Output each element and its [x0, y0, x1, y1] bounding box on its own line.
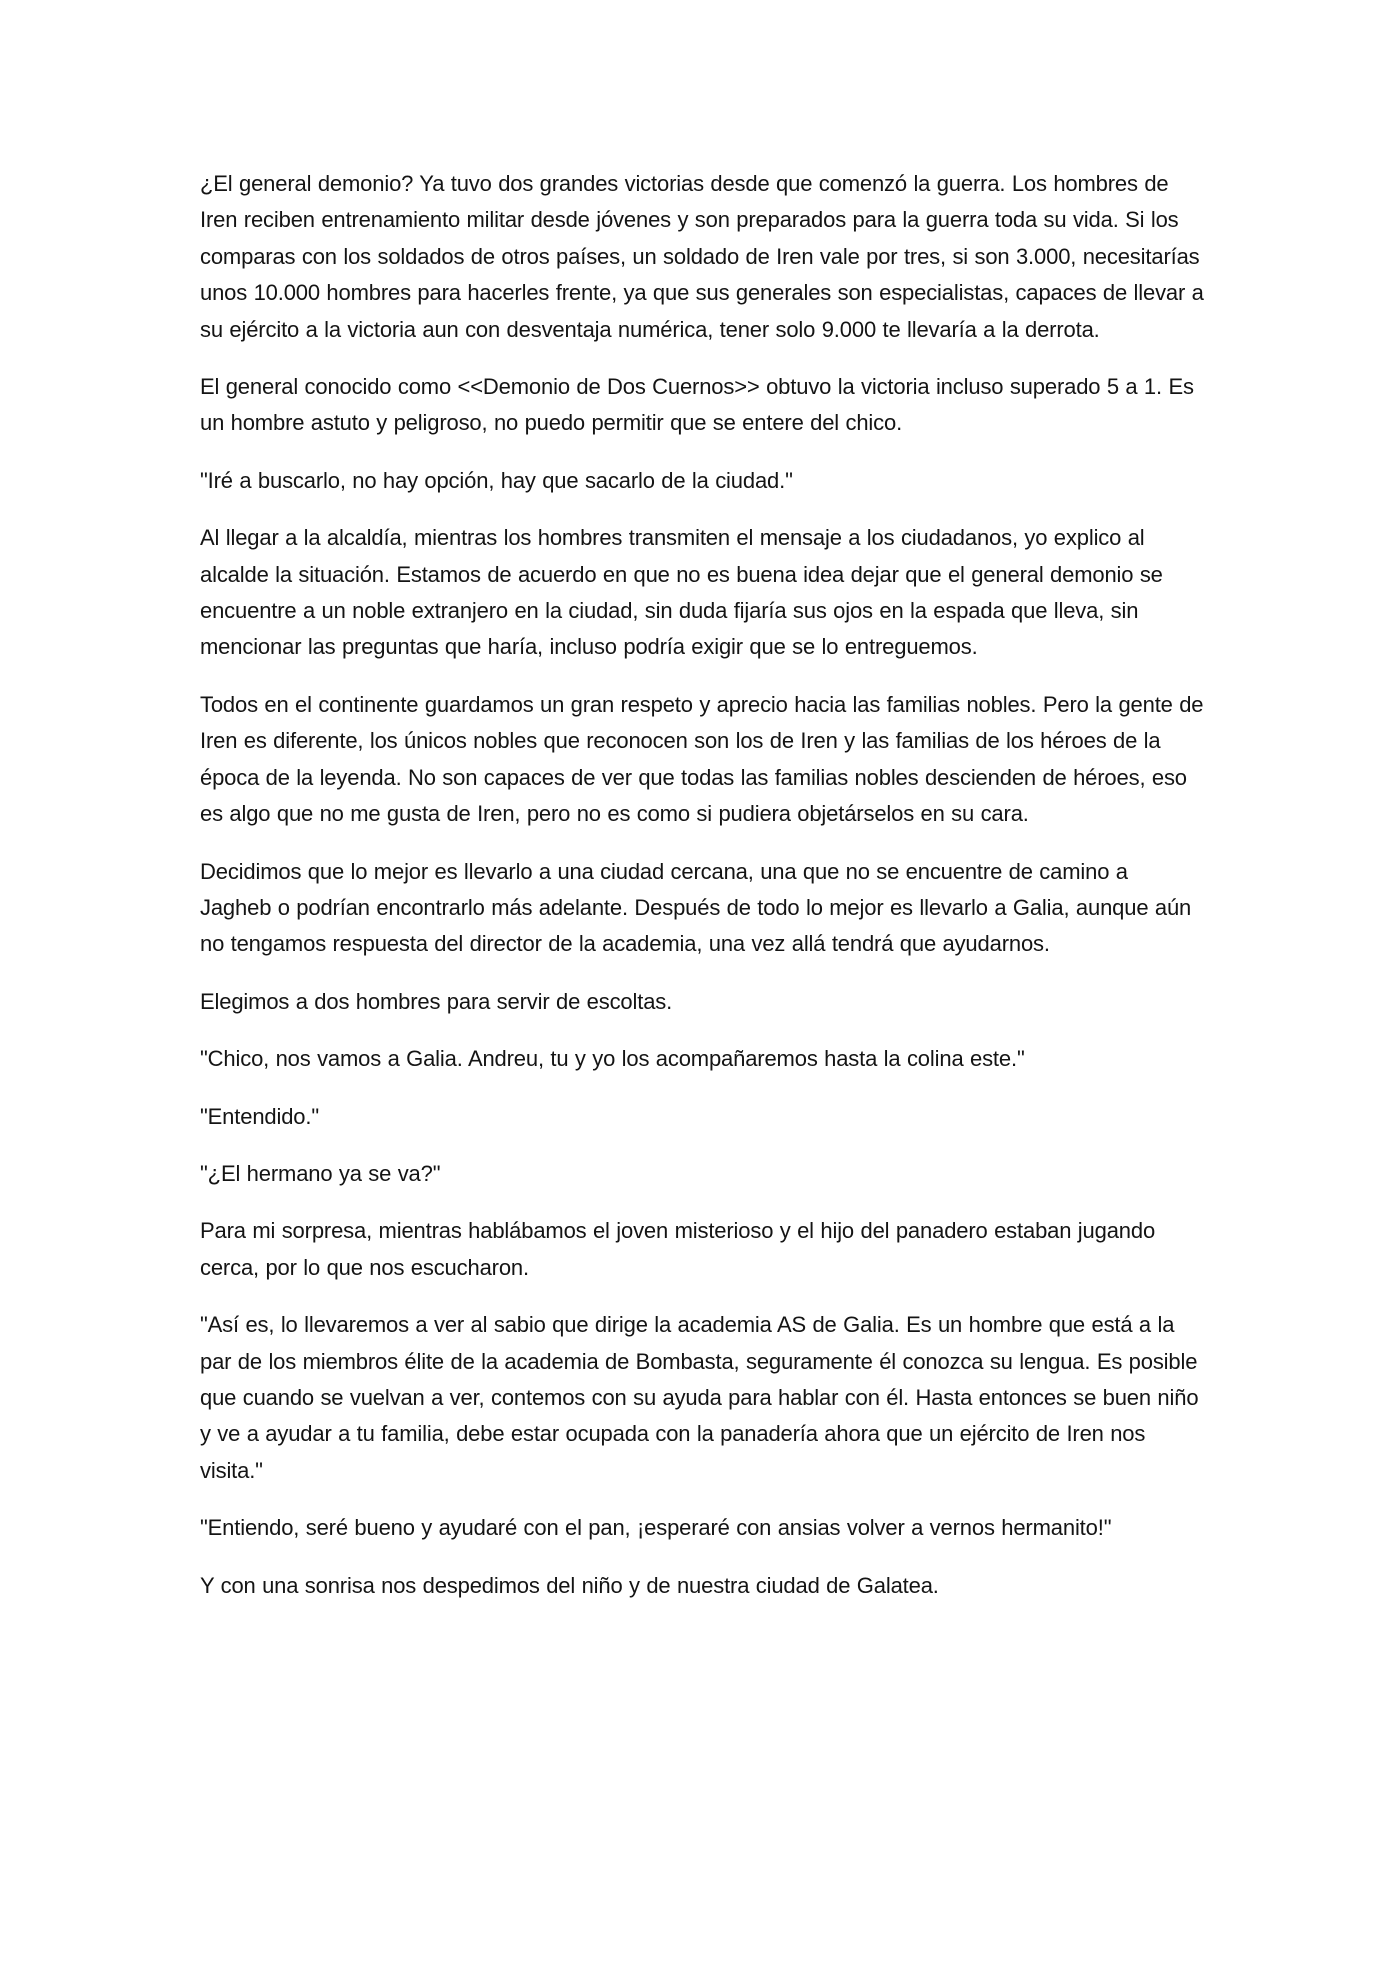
paragraph-13: "Entiendo, seré bueno y ayudaré con el pan, ¡esperaré con ansias volver a vernos hermanito!" — [200, 1515, 1112, 1541]
paragraph-7: Elegimos a dos hombres para servir de escoltas. — [200, 988, 673, 1014]
paragraph-10: "¿El hermano ya se va?" — [200, 1160, 441, 1186]
paragraph-14: Y con una sonrisa nos despedimos del niño y de nuestra ciudad de Galatea. — [200, 1572, 939, 1598]
paragraph-12: "Así es, lo llevaremos a ver al sabio que dirige la academia AS de Galia. Es un hombre que está a la par de los miembros élite de la academia de Bombasta, seguramente él conozca su lengua. Es posible que cuando se vuelvan a ver, contemos con su ayuda para hablar con él. Hasta entonces se buen niño y ve a ayudar a tu familia, debe estar ocupada con la panadería ahora que un ejército de Iren nos visita." — [200, 1312, 1199, 1483]
paragraph-9: "Entendido." — [200, 1103, 320, 1129]
paragraph-3: "Iré a buscarlo, no hay opción, hay que sacarlo de la ciudad." — [200, 467, 793, 493]
paragraph-4: Al llegar a la alcaldía, mientras los hombres transmiten el mensaje a los ciudadanos, yo explico al alcalde la situación. Estamos de acuerdo en que no es buena idea dejar que el general demonio se encuentre a un noble extranjero en la ciudad, sin duda fijaría sus ojos en la espada que lleva, sin mencionar las preguntas que haría, incluso podría exigir que se lo entreguemos. — [200, 525, 1163, 660]
paragraph-2: El general conocido como <<Demonio de Dos Cuernos>> obtuvo la victoria incluso superado 5 a 1. Es un hombre astuto y peligroso, no puedo permitir que se entere del chico. — [200, 374, 1194, 436]
paragraph-8: "Chico, nos vamos a Galia. Andreu, tu y yo los acompañaremos hasta la colina este." — [200, 1046, 1025, 1072]
paragraph-1: ¿El general demonio? Ya tuvo dos grandes victorias desde que comenzó la guerra. Los hombres de Iren reciben entrenamiento militar desde jóvenes y son preparados para la guerra toda su vida. Si los comparas con los soldados de otros países, un soldado de Iren vale por tres, si son 3.000, necesitarías unos 10.000 hombres para hacerles frente, ya que sus generales son especialistas, capaces de llevar a su ejército a la victoria aun con desventaja numérica, tener solo 9.000 te llevaría a la derrota. — [200, 171, 1204, 342]
paragraph-11: Para mi sorpresa, mientras hablábamos el joven misterioso y el hijo del panadero estaban jugando cerca, por lo que nos escucharon. — [200, 1218, 1156, 1280]
paragraph-6: Decidimos que lo mejor es llevarlo a una ciudad cercana, una que no se encuentre de camino a Jagheb o podrían encontrarlo más adelante. Después de todo lo mejor es llevarlo a Galia, aunque aún no tengamos respuesta del director de la academia, una vez allá tendrá que ayudarnos. — [200, 858, 1192, 957]
paragraph-5: Todos en el continente guardamos un gran respeto y aprecio hacia las familias nobles. Pero la gente de Iren es diferente, los únicos nobles que reconocen son los de Iren y las familias de los héroes de la época de la leyenda. No son capaces de ver que todas las familias nobles descienden de héroes, eso es algo que no me gusta de Iren, pero no es como si pudiera objetárselos en su cara. — [200, 691, 1204, 827]
